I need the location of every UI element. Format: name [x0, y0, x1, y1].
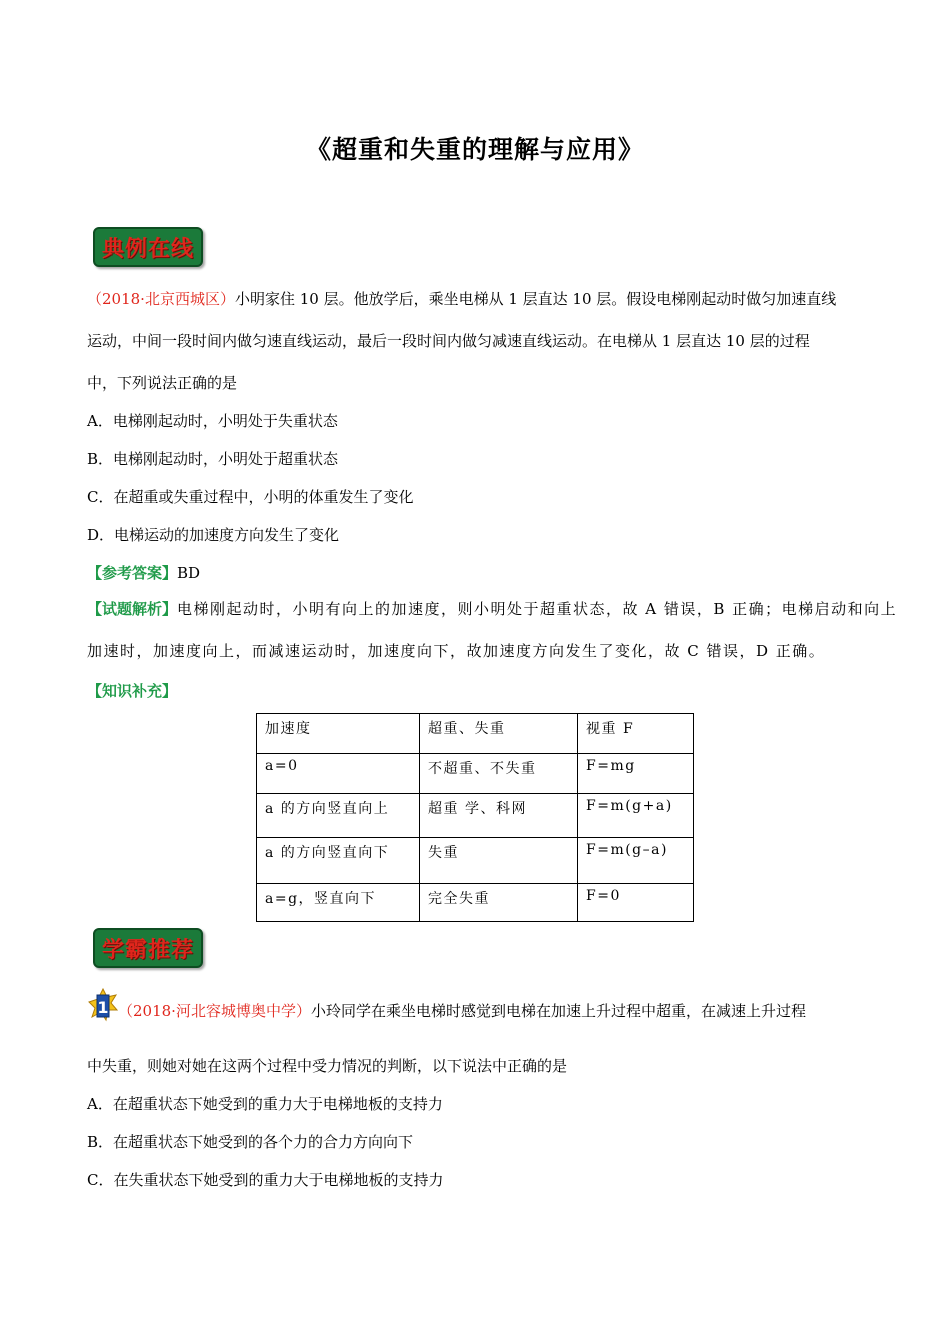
table-cell: 完全失重 [420, 884, 578, 922]
table-cell: F=m(g–a) [578, 838, 694, 884]
recommend-stem-line-2: 中失重，则她对她在这两个过程中受力情况的判断，以下说法中正确的是 [87, 1057, 568, 1075]
page-title: 《超重和失重的理解与应用》 [305, 135, 644, 164]
table-cell: F=0 [578, 884, 694, 922]
recommend-stem-text-1: 小玲同学在乘坐电梯时感觉到电梯在加速上升过程中超重，在减速上升过程 [310, 1002, 806, 1020]
recommend-option-c: C．在失重状态下她受到的重力大于电梯地板的支持力 [87, 1171, 444, 1189]
answer-line [87, 562, 200, 583]
analysis-text-1: 电梯刚起动时，小明有向上的加速度，则小明处于超重状态，故 A 错误，B 正确；电梯启动和向上 [177, 600, 898, 618]
analysis-tag: 【试题解析】 [87, 600, 178, 618]
table-row [257, 754, 694, 794]
analysis-line-1 [87, 588, 898, 630]
example-option-d: D．电梯运动的加速度方向发生了变化 [87, 526, 340, 544]
table-cell: 超重 学、科网 [420, 794, 578, 838]
table-cell: 失重 [420, 838, 578, 884]
example-stem-line-1 [87, 278, 867, 320]
table-header-cell: 视重 F [578, 714, 694, 754]
example-stem-line-3: 中，下列说法正确的是 [87, 374, 238, 392]
example-option-b: B．电梯刚起动时，小明处于超重状态 [87, 450, 339, 468]
example-source: （2018·北京西城区） [87, 290, 235, 308]
table-header-cell: 超重、失重 [420, 714, 578, 754]
example-option-a: A．电梯刚起动时，小明处于失重状态 [87, 412, 338, 430]
section-banner-example: 典例在线 [93, 227, 203, 267]
table-row [257, 794, 694, 838]
table-cell: F=mg [578, 754, 694, 794]
table-row [257, 884, 694, 922]
table-cell: a 的方向竖直向上 [257, 794, 420, 838]
recommend-source: （2018·河北容城博奥中学） [118, 1002, 311, 1020]
example-option-c: C．在超重或失重过程中，小明的体重发生了变化 [87, 488, 414, 506]
table-cell: F=m(g+a) [578, 794, 694, 838]
table-cell: a 的方向竖直向下 [257, 838, 420, 884]
recommend-stem-line-1 [118, 990, 868, 1032]
knowledge-tag: 【知识补充】 [87, 682, 178, 700]
example-stem-line-2: 运动，中间一段时间内做匀速直线运动，最后一段时间内做匀减速直线运动。在电梯从 1 层直达 10 层的过程 [87, 332, 810, 350]
table-cell: a=0 [257, 754, 420, 794]
table-header-row [257, 714, 694, 754]
table-row [257, 838, 694, 884]
table-header-cell: 加速度 [257, 714, 420, 754]
answer-value: BD [177, 564, 201, 582]
table-cell: a=g，竖直向下 [257, 884, 420, 922]
question-number-icon [88, 988, 118, 1022]
recommend-option-b: B．在超重状态下她受到的各个力的合力方向向下 [87, 1133, 414, 1151]
table-cell: 不超重、不失重 [420, 754, 578, 794]
section-banner-recommend: 学霸推荐 [93, 928, 203, 968]
svg-text:1: 1 [97, 998, 109, 1017]
analysis-line-2: 加速时，加速度向上，而减速运动时，加速度向下，故加速度方向发生了变化，故 C 错误，D 正确。 [87, 642, 826, 660]
answer-tag: 【参考答案】 [87, 564, 178, 582]
knowledge-table [256, 713, 694, 922]
recommend-option-a: A．在超重状态下她受到的重力大于电梯地板的支持力 [87, 1095, 443, 1113]
example-stem-text-1: 小明家住 10 层。他放学后，乘坐电梯从 1 层直达 10 层。假设电梯刚起动时做匀加速直线 [234, 290, 837, 308]
